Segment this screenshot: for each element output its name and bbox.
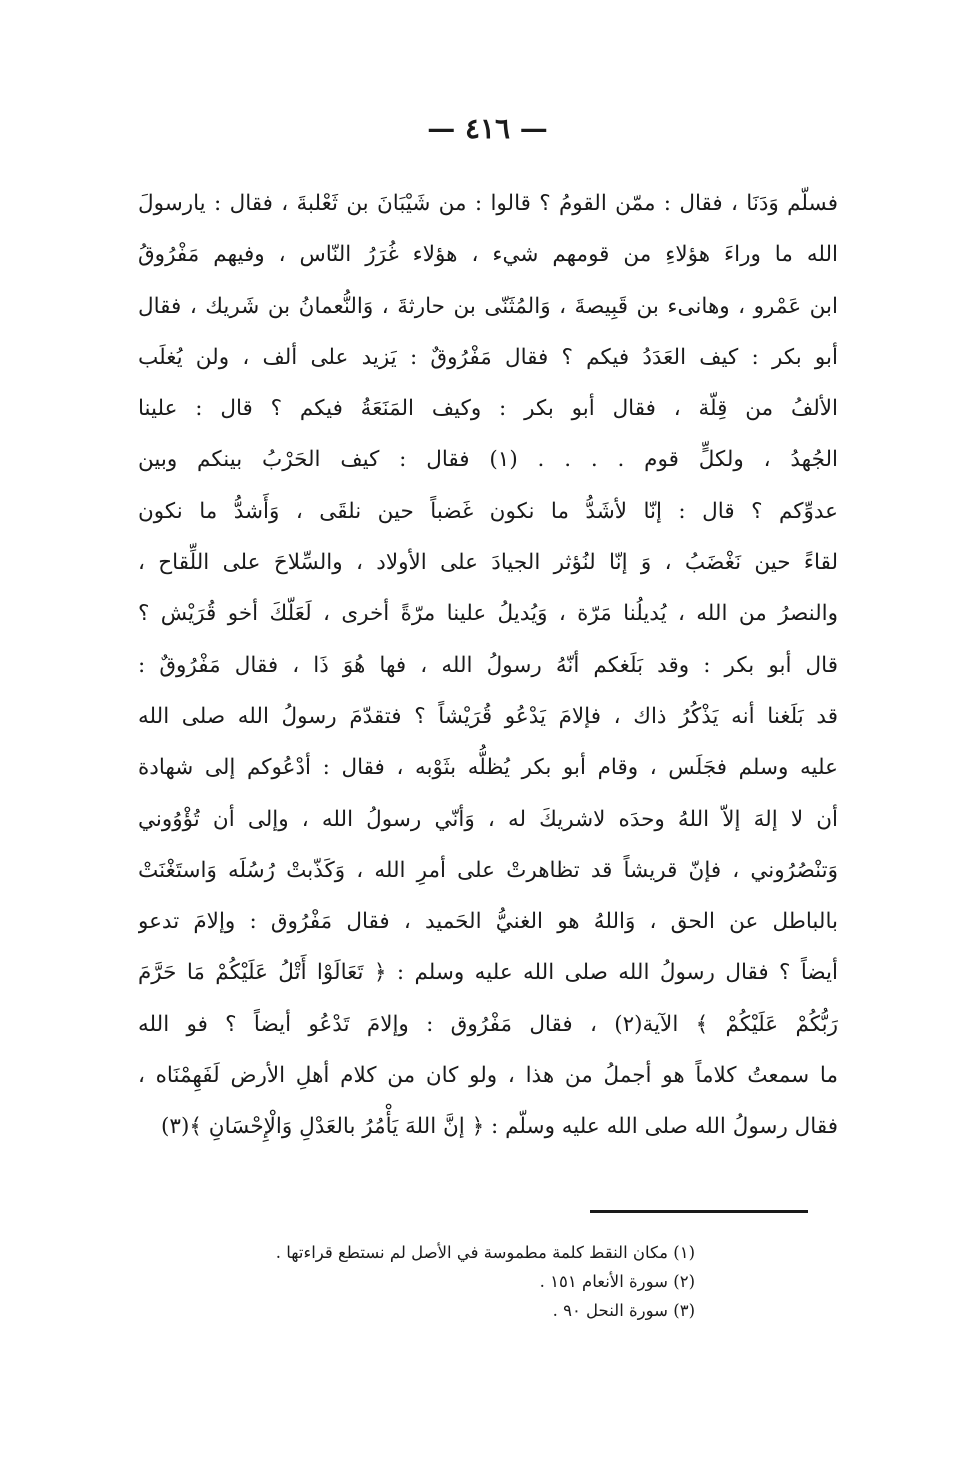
footnote-2: (٢) سورة الأنعام ١٥١ . (539, 1272, 695, 1291)
text-line: قال أبو بكر : وقد بَلَغكم أنّهُ رسولُ الله ، فها هُوَ ذَا ، فقال مَفْرُوقٌ : (138, 652, 838, 678)
text-line: الجُهدُ ، ولكلٍّ قوم . . . . (١) فقال : كيف الحَرْبُ بينكم وبين (138, 447, 838, 473)
text-line: والنصرُ من الله ، يُديلُنا مَرّة ، وَيُديلُ علينا مرّةً أخرى ، لَعَلّكَ أخو قُرَيْش ؟ (138, 601, 838, 627)
text-line: عليه وسلم فجَلَس ، وقام أبو بكر يُظلُّه بثَوْبه ، فقال : أدْعُوكم إلى شهادة (138, 755, 838, 781)
text-line: فقال رسولُ الله صلى الله عليه وسلّم : ﴿ إنَّ اللهَ يَأْمُرُ بالعَدْلِ وَالْإِحْسَانِ ﴾(٣) (161, 1114, 838, 1140)
text-line: الألفُ من قِلّة ، فقال أبو بكر : وكيف المَنَعَةُ فيكم ؟ قال : علينا (138, 396, 838, 422)
footnote-3: (٣) سورة النحل ٩٠ . (552, 1301, 695, 1320)
footnote-1: (١) مكان النقط كلمة مطموسة في الأصل لم نستطع قراءتها . (275, 1243, 695, 1262)
text-line: أيضاً ؟ فقال رسولُ الله صلى الله عليه وسلم : ﴿ تَعَالَوْا أَتْلُ عَلَيْكُمْ مَا حَرَّمَ (138, 960, 838, 986)
text-line: لقاءً حين نَغْضَبُ ، وَ إنّا لنُؤثر الجيادَ على الأولاد ، والسِّلاحَ على اللِّقاح ، (138, 550, 838, 576)
text-line: قد بَلَغنا أنه يَذْكُرُ ذاك ، فإلامَ يَدْعُو قُرَيْشاً ؟ فتقدّمَ رسولُ الله صلى الله (138, 703, 838, 729)
text-line: أبو بكر : كيف العَدَدُ فيكم ؟ فقال مَفْرُوقٌ : يَزيد على ألف ، ولن يُغلَب (138, 344, 838, 370)
footnotes (240, 1238, 695, 1325)
text-line: عدوِّكم ؟ قال : إنّا لأشَدُّ ما نكون غَضباً حين نلقَى ، وَأَشدُّ ما نكون (138, 498, 838, 524)
text-line: بالباطل عن الحق ، وَاللهُ هو الغنيُّ الحَميد ، فقال مَفْرُوق : وإلامَ تدعو (138, 909, 838, 935)
text-line: أن لا إلهَ إلاّ اللهُ وحدَه لاشريكَ له ، وَأنّي رسولُ الله ، وإلى أن تُؤْوُوني (138, 806, 838, 832)
text-line: وَتنْصُرُوني ، فإنّ قريشاً قد تظاهرتْ على أمرِ الله ، وَكَذّبتْ رُسُلَه وَاستَغْنَتْ (138, 857, 838, 883)
text-line: الله ما وراءَ هؤلاءِ من قومهم شيء ، هؤلاء غُرَرُ النّاس ، وفيهم مَفْرُوقُ (138, 242, 838, 268)
footnote-separator (590, 1210, 808, 1213)
text-line: رَبُّكُمْ عَلَيْكُمْ ﴾ الآية(٢) ، فقال مَفْرُوق : وإلامَ تَدْعُو أيضاً ؟ فو الله (138, 1011, 838, 1037)
text-line: ابن عَمْرو ، وهانىء بن قَبِيصةَ ، وَالمُثَنّى بن حارثةَ ، وَالنُّعمانُ بن شَريك ، فقال (138, 293, 838, 319)
page-number: — ٤١٦ — (427, 112, 548, 145)
main-text (138, 178, 838, 1153)
text-line: ما سمعتُ كلاماً هو أجملُ من هذا ، ولو كان من كلام أهلِ الأرض لَفَهِمْنَاه ، (138, 1063, 838, 1089)
text-line: فسلّم وَدَنَا ، فقال : ممّن القومُ ؟ قالوا : من شَيْبَانَ بن ثَعْلبةَ ، فقال : يارسولَ (138, 191, 838, 216)
